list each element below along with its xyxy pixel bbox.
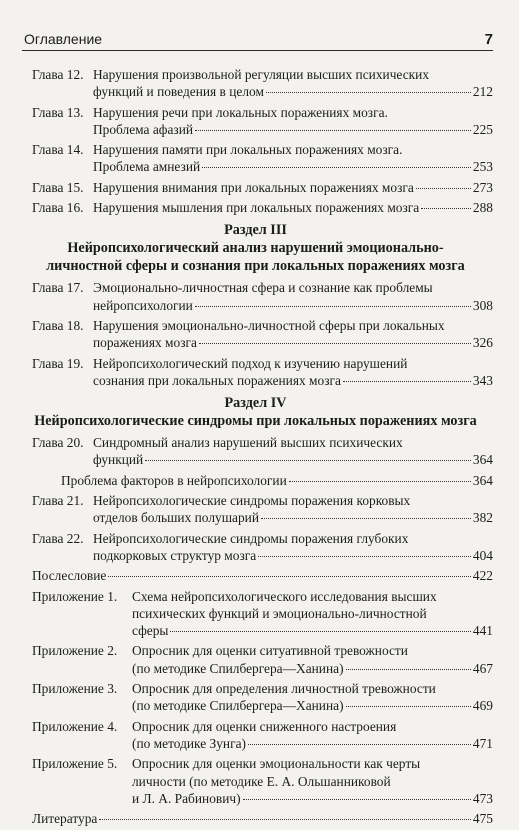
section-title-line: Нейропсихологические синдромы при локальных поражениях мозга <box>34 413 477 430</box>
entry-last-line <box>93 121 493 138</box>
entry-last-line <box>132 697 493 714</box>
dot-leader <box>145 460 471 461</box>
dot-leader <box>346 669 471 670</box>
entry-page: 364 <box>472 452 493 468</box>
dot-leader <box>289 481 471 482</box>
entry-body <box>93 104 493 139</box>
entry-page: 364 <box>472 472 493 488</box>
table-of-contents <box>32 66 493 830</box>
entry-last-line <box>93 297 493 314</box>
entry-title-line: Нарушения памяти при локальных поражениях мозга. <box>93 142 403 158</box>
entry-title-line: Нарушения эмоционально-личностной сферы при локальных <box>93 317 445 333</box>
entry-title-line: функций <box>93 452 144 468</box>
entry-last-line <box>93 547 493 564</box>
entry-title-line: Опросник для оценки эмоциональности как черты <box>132 756 421 772</box>
entry-page: 308 <box>472 297 493 313</box>
entry-page: 422 <box>472 568 493 584</box>
running-header <box>22 28 493 51</box>
toc-entry[interactable] <box>32 718 493 753</box>
entry-last-line <box>132 735 493 752</box>
toc-entry[interactable] <box>32 588 493 640</box>
dot-leader <box>261 518 471 519</box>
entry-title-line: нейропсихологии <box>93 297 193 313</box>
section-title-line: Нейропсихологический анализ нарушений эмоционально- <box>67 240 444 257</box>
entry-label: Глава 22. <box>32 530 84 546</box>
dot-leader <box>195 306 471 307</box>
toc-entry[interactable] <box>32 492 493 527</box>
entry-label: Глава 20. <box>32 435 84 451</box>
entry-page: 475 <box>472 811 493 827</box>
entry-title-line: (по методике Спилбергера—Ханина) <box>132 660 344 676</box>
entry-last-line <box>93 158 493 175</box>
entry-page: 473 <box>472 790 493 806</box>
entry-title-line: Синдромный анализ нарушений высших психических <box>93 435 403 451</box>
entry-body <box>93 66 493 101</box>
entry-body <box>93 179 493 196</box>
entry-title-line: Опросник для определения личностной тревожности <box>132 681 436 697</box>
entry-title-line: психических функций и эмоционально-личностной <box>132 605 427 621</box>
entry-title-line: Схема нейропсихологического исследования высших <box>132 588 437 604</box>
page-number: 7 <box>484 31 493 48</box>
toc-entry-literature[interactable] <box>32 810 493 827</box>
entry-last-line <box>93 199 493 216</box>
dot-leader <box>199 343 471 344</box>
entry-label: Глава 14. <box>32 142 84 158</box>
section-heading-3 <box>18 221 493 275</box>
toc-entry[interactable] <box>32 755 493 807</box>
toc-block-chapters-17-19 <box>32 279 493 389</box>
entry-title-line: Нейропсихологический подход к изучению нарушений <box>93 355 408 371</box>
running-header-title: Оглавление <box>24 31 103 47</box>
toc-entry[interactable] <box>32 642 493 677</box>
entry-body <box>93 355 493 390</box>
entry-last-line <box>132 790 493 807</box>
section-title-line: личностной сферы и сознания при локальных поражениях мозга <box>46 258 465 275</box>
entry-title-line: функций и поведения в целом <box>93 84 264 100</box>
entry-title-line: Проблема амнезий <box>93 159 201 175</box>
entry-body <box>93 199 493 216</box>
entry-label: Глава 17. <box>32 280 84 296</box>
dot-leader <box>99 819 471 820</box>
dot-leader <box>258 556 471 557</box>
toc-entry[interactable] <box>32 279 493 314</box>
entry-page: 273 <box>472 179 493 195</box>
section-number: Раздел III <box>224 222 287 239</box>
entry-label: Приложение 2. <box>32 643 118 659</box>
entry-title-line: Нейропсихологические синдромы поражения глубоких <box>93 530 409 546</box>
toc-entry[interactable] <box>32 317 493 352</box>
entry-page: 469 <box>472 698 493 714</box>
entry-page: 441 <box>472 623 493 639</box>
dot-leader <box>343 381 471 382</box>
entry-body <box>132 718 493 753</box>
entry-title: Литература <box>32 811 98 827</box>
entry-label: Приложение 4. <box>32 718 118 734</box>
entry-title: Послесловие <box>32 568 107 584</box>
dot-leader <box>202 167 471 168</box>
dot-leader <box>195 130 471 131</box>
entry-body <box>93 492 493 527</box>
entry-label: Глава 15. <box>32 179 84 195</box>
dot-leader <box>416 188 471 189</box>
toc-entry[interactable] <box>32 104 493 139</box>
toc-block-chapter-20 <box>32 434 493 469</box>
entry-label: Глава 19. <box>32 355 84 371</box>
entry-last-line <box>132 622 493 639</box>
entry-title-line: отделов больших полушарий <box>93 510 259 526</box>
dot-leader <box>266 92 471 93</box>
entry-title-line: Нарушения речи при локальных поражениях мозга. <box>93 104 388 120</box>
entry-title-line: (по методике Спилбергера—Ханина) <box>132 698 344 714</box>
dot-leader <box>170 631 470 632</box>
entry-title-line: Нарушения произвольной регуляции высших психических <box>93 67 430 82</box>
entry-label: Глава 12. <box>32 67 84 82</box>
entry-label: Приложение 1. <box>32 588 118 604</box>
entry-title-line: (по методике Зунга) <box>132 735 246 751</box>
entry-label: Приложение 5. <box>32 756 118 772</box>
entry-title-line: подкорковых структур мозга <box>93 547 257 563</box>
entry-title-line: и Л. А. Рабинович) <box>132 790 241 806</box>
entry-title-line: Опросник для оценки сниженного настроения <box>132 718 397 734</box>
entry-last-line <box>132 660 493 677</box>
entry-title-line: сознания при локальных поражениях мозга <box>93 372 341 388</box>
entry-body <box>132 755 493 807</box>
entry-title-line: Нарушения мышления при локальных поражениях мозга <box>93 200 420 216</box>
entry-body <box>132 588 493 640</box>
entry-last-line <box>93 179 493 196</box>
entry-last-line <box>93 451 493 468</box>
entry-title-line: личности (по методике Е. А. Ольшанниковой <box>132 773 391 789</box>
entry-last-line <box>93 334 493 351</box>
entry-page: 288 <box>472 200 493 216</box>
entry-page: 253 <box>472 159 493 175</box>
section-heading-4 <box>18 394 493 430</box>
entry-page: 225 <box>472 121 493 137</box>
entry-body <box>93 279 493 314</box>
entry-title-line: Эмоционально-личностная сфера и сознание как проблемы <box>93 280 433 296</box>
entry-title-line: поражениях мозга <box>93 335 197 351</box>
toc-block-chapters-12-16 <box>32 66 493 216</box>
toc-entry[interactable] <box>32 179 493 196</box>
entry-title-line: Нейропсихологические синдромы поражения корковых <box>93 493 411 509</box>
entry-label: Глава 13. <box>32 104 84 120</box>
toc-entry[interactable] <box>32 434 493 469</box>
entry-label: Глава 16. <box>32 200 84 216</box>
entry-body <box>132 680 493 715</box>
section-number: Раздел IV <box>224 395 287 412</box>
dot-leader <box>108 576 471 577</box>
entry-page: 404 <box>472 547 493 563</box>
toc-entry-afterword[interactable] <box>32 567 493 584</box>
entry-body <box>93 317 493 352</box>
entry-title-line: Опросник для оценки ситуативной тревожности <box>132 643 408 659</box>
entry-label: Глава 18. <box>32 317 84 333</box>
entry-page: 326 <box>472 335 493 351</box>
entry-body <box>93 434 493 469</box>
toc-entry[interactable] <box>32 199 493 216</box>
dot-leader <box>346 706 471 707</box>
entry-title-line: сферы <box>132 623 169 639</box>
toc-entry-factors[interactable] <box>32 472 493 489</box>
entry-page: 467 <box>472 660 493 676</box>
entry-label: Глава 21. <box>32 493 84 509</box>
entry-last-line <box>93 509 493 526</box>
toc-entry[interactable] <box>32 530 493 565</box>
entry-title-line: Проблема афазий <box>93 121 194 137</box>
entry-body <box>132 642 493 677</box>
dot-leader <box>421 208 471 209</box>
toc-entry[interactable] <box>32 355 493 390</box>
entry-last-line <box>93 372 493 389</box>
entry-page: 212 <box>472 84 493 100</box>
entry-body <box>93 530 493 565</box>
toc-entry[interactable] <box>32 66 493 101</box>
toc-block-appendices <box>32 588 493 808</box>
entry-title-line: Нарушения внимания при локальных поражениях мозга <box>93 179 414 195</box>
entry-body <box>93 141 493 176</box>
dot-leader <box>248 744 471 745</box>
entry-page: 471 <box>472 735 493 751</box>
entry-last-line <box>93 83 493 100</box>
toc-block-chapters-21-22 <box>32 492 493 564</box>
entry-title: Проблема факторов в нейропсихологии <box>61 472 287 488</box>
entry-page: 382 <box>472 510 493 526</box>
entry-label: Приложение 3. <box>32 681 118 697</box>
toc-entry[interactable] <box>32 680 493 715</box>
toc-entry[interactable] <box>32 141 493 176</box>
entry-page: 343 <box>472 372 493 388</box>
